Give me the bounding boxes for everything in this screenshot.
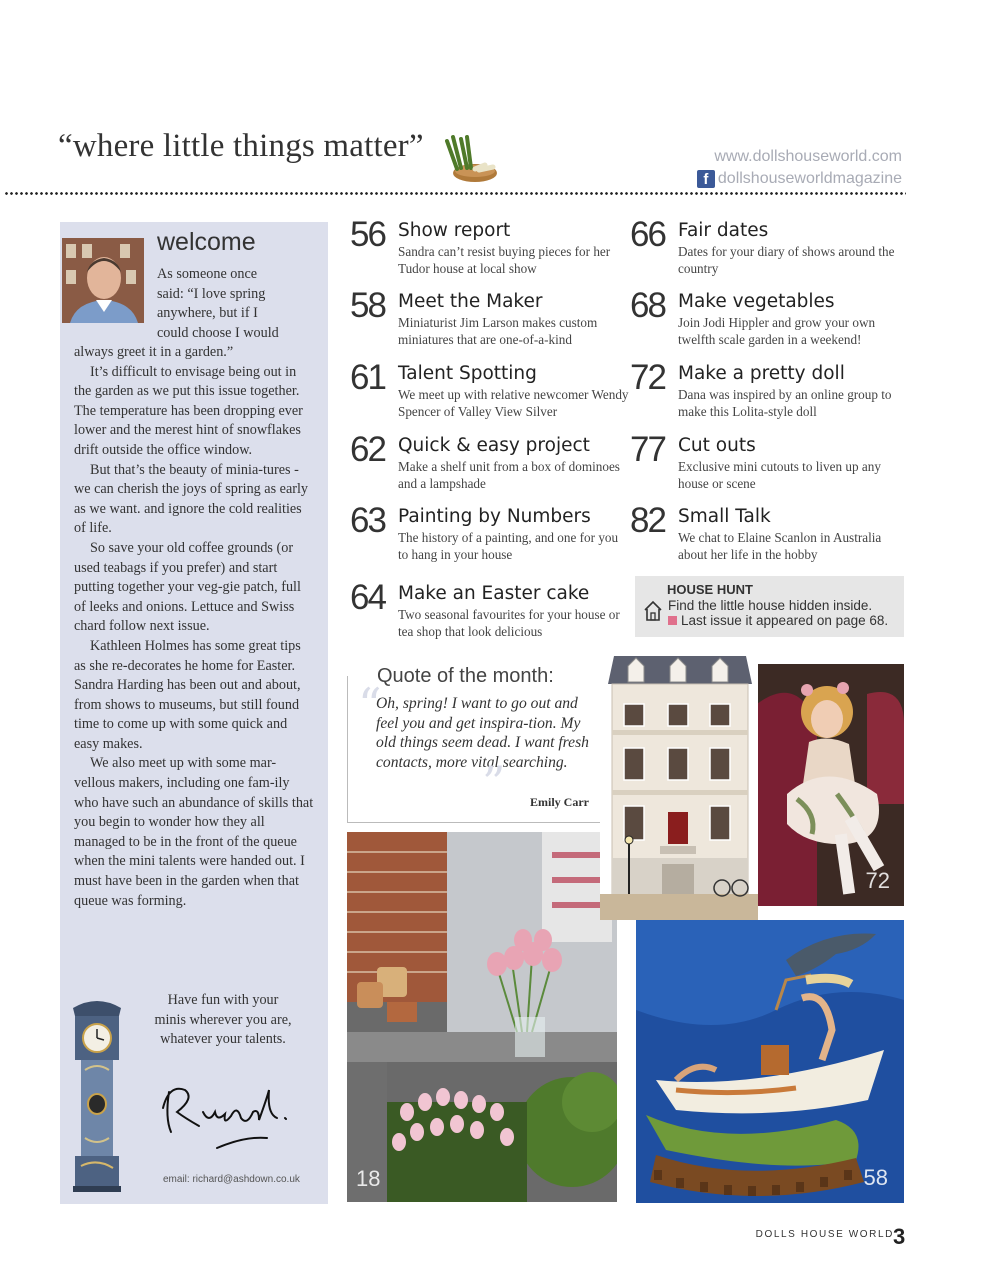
house-hunt-last-issue xyxy=(668,613,888,628)
welcome-closing xyxy=(128,991,318,1050)
magazine-name-footer: DOLLS HOUSE WORLD xyxy=(755,1229,894,1240)
welcome-paragraph: So save your old coffee grounds (or used teabags if you prefer) and start putting together your veg-gie patch, full of leeks and onions. Lettuce and Swiss chard follow next issue. xyxy=(74,539,301,635)
contents-entry[interactable] xyxy=(350,215,622,280)
house-hunt-last-issue-text: Last issue it appeared on page 68. xyxy=(681,613,889,628)
welcome-text-line: minis wherever you are, xyxy=(154,1011,292,1028)
photo-page-number: 58 xyxy=(863,1165,888,1190)
entry-description: We meet up with relative newcomer Wendy Spencer of Valley View Silver xyxy=(398,387,629,419)
welcome-text-line: As someone once xyxy=(157,266,258,282)
contents-entry[interactable] xyxy=(630,430,902,495)
welcome-text-line: could choose I would xyxy=(157,324,279,341)
pink-square-icon xyxy=(668,616,677,625)
contents-entry[interactable] xyxy=(630,286,902,351)
house-icon xyxy=(643,600,663,622)
contents-entry[interactable] xyxy=(350,578,622,643)
page-number: 3 xyxy=(893,1224,906,1249)
entry-title: Quick & easy project xyxy=(398,435,590,456)
welcome-text-line: said: “I love spring xyxy=(157,285,266,302)
entry-page-number: 63 xyxy=(350,501,385,540)
contents-entry[interactable] xyxy=(630,501,902,566)
house-hunt-text: Find the little house hidden inside. xyxy=(668,598,873,613)
contents-entry[interactable] xyxy=(350,358,629,423)
welcome-text-line: always greet it in a garden.” xyxy=(74,344,234,360)
tulips-photo[interactable] xyxy=(347,832,617,1202)
contents-entry[interactable] xyxy=(350,286,622,351)
entry-title: Talent Spotting xyxy=(398,363,537,384)
tagline: “where little things matter” xyxy=(58,128,424,164)
entry-page-number: 58 xyxy=(350,286,385,325)
entry-title: Painting by Numbers xyxy=(398,506,591,527)
entry-title: Make an Easter cake xyxy=(398,583,590,604)
photo-page-number: 18 xyxy=(356,1166,381,1191)
editor-signature xyxy=(155,1078,305,1158)
close-quote-icon: ” xyxy=(482,756,506,810)
entry-page-number: 61 xyxy=(350,358,385,397)
welcome-paragraph: We also meet up with some mar-vellous makers, including one fam-ily who have such an abundance of skills that you begin to wonder how they all managed to be in the front of the queue when the mini talents were handed out. I must have been in the garden when that queue was forming. xyxy=(74,755,314,909)
entry-description: Join Jodi Hippler and grow your own twelfth scale garden in a weekend! xyxy=(678,315,876,347)
editor-email[interactable]: email: richard@ashdown.co.uk xyxy=(163,1174,300,1185)
welcome-text-line: whatever your talents. xyxy=(160,1031,286,1048)
facebook-icon: f xyxy=(697,170,715,188)
facebook-link[interactable] xyxy=(697,170,902,188)
entry-description: We chat to Elaine Scanlon in Australia about her life in the hobby xyxy=(678,530,882,562)
contents-entry[interactable] xyxy=(630,358,902,423)
leeks-basket-image xyxy=(445,135,501,187)
entry-title: Make a pretty doll xyxy=(678,363,845,384)
entry-description: Exclusive mini cutouts to liven up any house or scene xyxy=(678,459,881,491)
welcome-body xyxy=(74,343,314,911)
entry-description: Make a shelf unit from a box of dominoes and a lampshade xyxy=(398,459,620,491)
open-quote-icon: “ xyxy=(358,678,382,732)
entry-title: Make vegetables xyxy=(678,291,835,312)
tulips-scene-image xyxy=(347,832,617,1202)
photo-page-number: 72 xyxy=(865,868,890,893)
grandfather-clock-image xyxy=(67,998,127,1193)
entry-page-number: 62 xyxy=(350,430,385,469)
entry-page-number: 68 xyxy=(630,286,665,325)
welcome-text-line: anywhere, but if I xyxy=(157,305,258,322)
contents-entry[interactable] xyxy=(350,430,622,495)
welcome-intro-wrap xyxy=(157,265,322,343)
welcome-heading: welcome xyxy=(157,228,256,256)
entry-title: Show report xyxy=(398,220,511,241)
entry-description: Dana was inspired by an online group to make this Lolita-style doll xyxy=(678,387,892,419)
entry-title: Cut outs xyxy=(678,435,756,456)
entry-description: Miniaturist Jim Larson makes custom miniatures that are one-of-a-kind xyxy=(398,315,598,347)
entry-page-number: 56 xyxy=(350,215,385,254)
facebook-handle: dollshouseworldmagazine xyxy=(717,170,902,187)
house-hunt-title: HOUSE HUNT xyxy=(667,582,753,597)
quote-text: Oh, spring! I want to go out and feel you and get inspira-tion. My old things seem dead. I want fresh contacts, more vital searching. xyxy=(376,695,589,772)
entry-page-number: 77 xyxy=(630,430,665,469)
boat-sculpture-image xyxy=(636,920,904,1203)
entry-page-number: 64 xyxy=(350,578,385,617)
entry-title: Meet the Maker xyxy=(398,291,543,312)
entry-description: Dates for your diary of shows around the country xyxy=(678,244,895,276)
boat-photo[interactable] xyxy=(636,920,904,1203)
welcome-paragraph: But that’s the beauty of minia-tures - we can cherish the joys of spring as early as we want. and ignore the cold realities of life. xyxy=(74,461,309,537)
entry-description: Sandra can’t resist buying pieces for her Tudor house at local show xyxy=(398,244,611,276)
quote-author: Emily Carr xyxy=(530,795,589,809)
welcome-text-line: Have fun with your xyxy=(167,992,279,1008)
entry-page-number: 82 xyxy=(630,501,665,540)
house-hunt-box xyxy=(635,576,904,637)
doll-photo[interactable] xyxy=(757,664,904,906)
contents-entry[interactable] xyxy=(630,215,902,280)
dolls-house-photo[interactable] xyxy=(600,642,758,920)
website-link[interactable]: www.dollshouseworld.com xyxy=(714,148,902,165)
entry-page-number: 66 xyxy=(630,215,665,254)
dotted-divider xyxy=(4,192,906,195)
editor-portrait xyxy=(62,238,144,323)
dolls-house-image xyxy=(600,642,758,920)
entry-title: Small Talk xyxy=(678,506,771,527)
entry-description: Two seasonal favourites for your house or tea shop that look delicious xyxy=(398,607,620,639)
welcome-paragraph: Kathleen Holmes has some great tips as she re-decorates he home for Easter. Sandra Harding has been out and about, from shows to museums, but still found time to come up with some quick and easy makes. xyxy=(74,637,301,752)
entry-page-number: 72 xyxy=(630,358,665,397)
entry-title: Fair dates xyxy=(678,220,769,241)
contents-entry[interactable] xyxy=(350,501,622,566)
entry-description: The history of a painting, and one for you to hang in your house xyxy=(398,530,619,562)
quote-title: Quote of the month: xyxy=(374,665,557,688)
welcome-paragraph: It’s difficult to envisage being out in the garden as we put this issue together. The temperature has been dropping ever lower and the merest hint of snowflakes drift outside the office window. xyxy=(74,363,303,458)
